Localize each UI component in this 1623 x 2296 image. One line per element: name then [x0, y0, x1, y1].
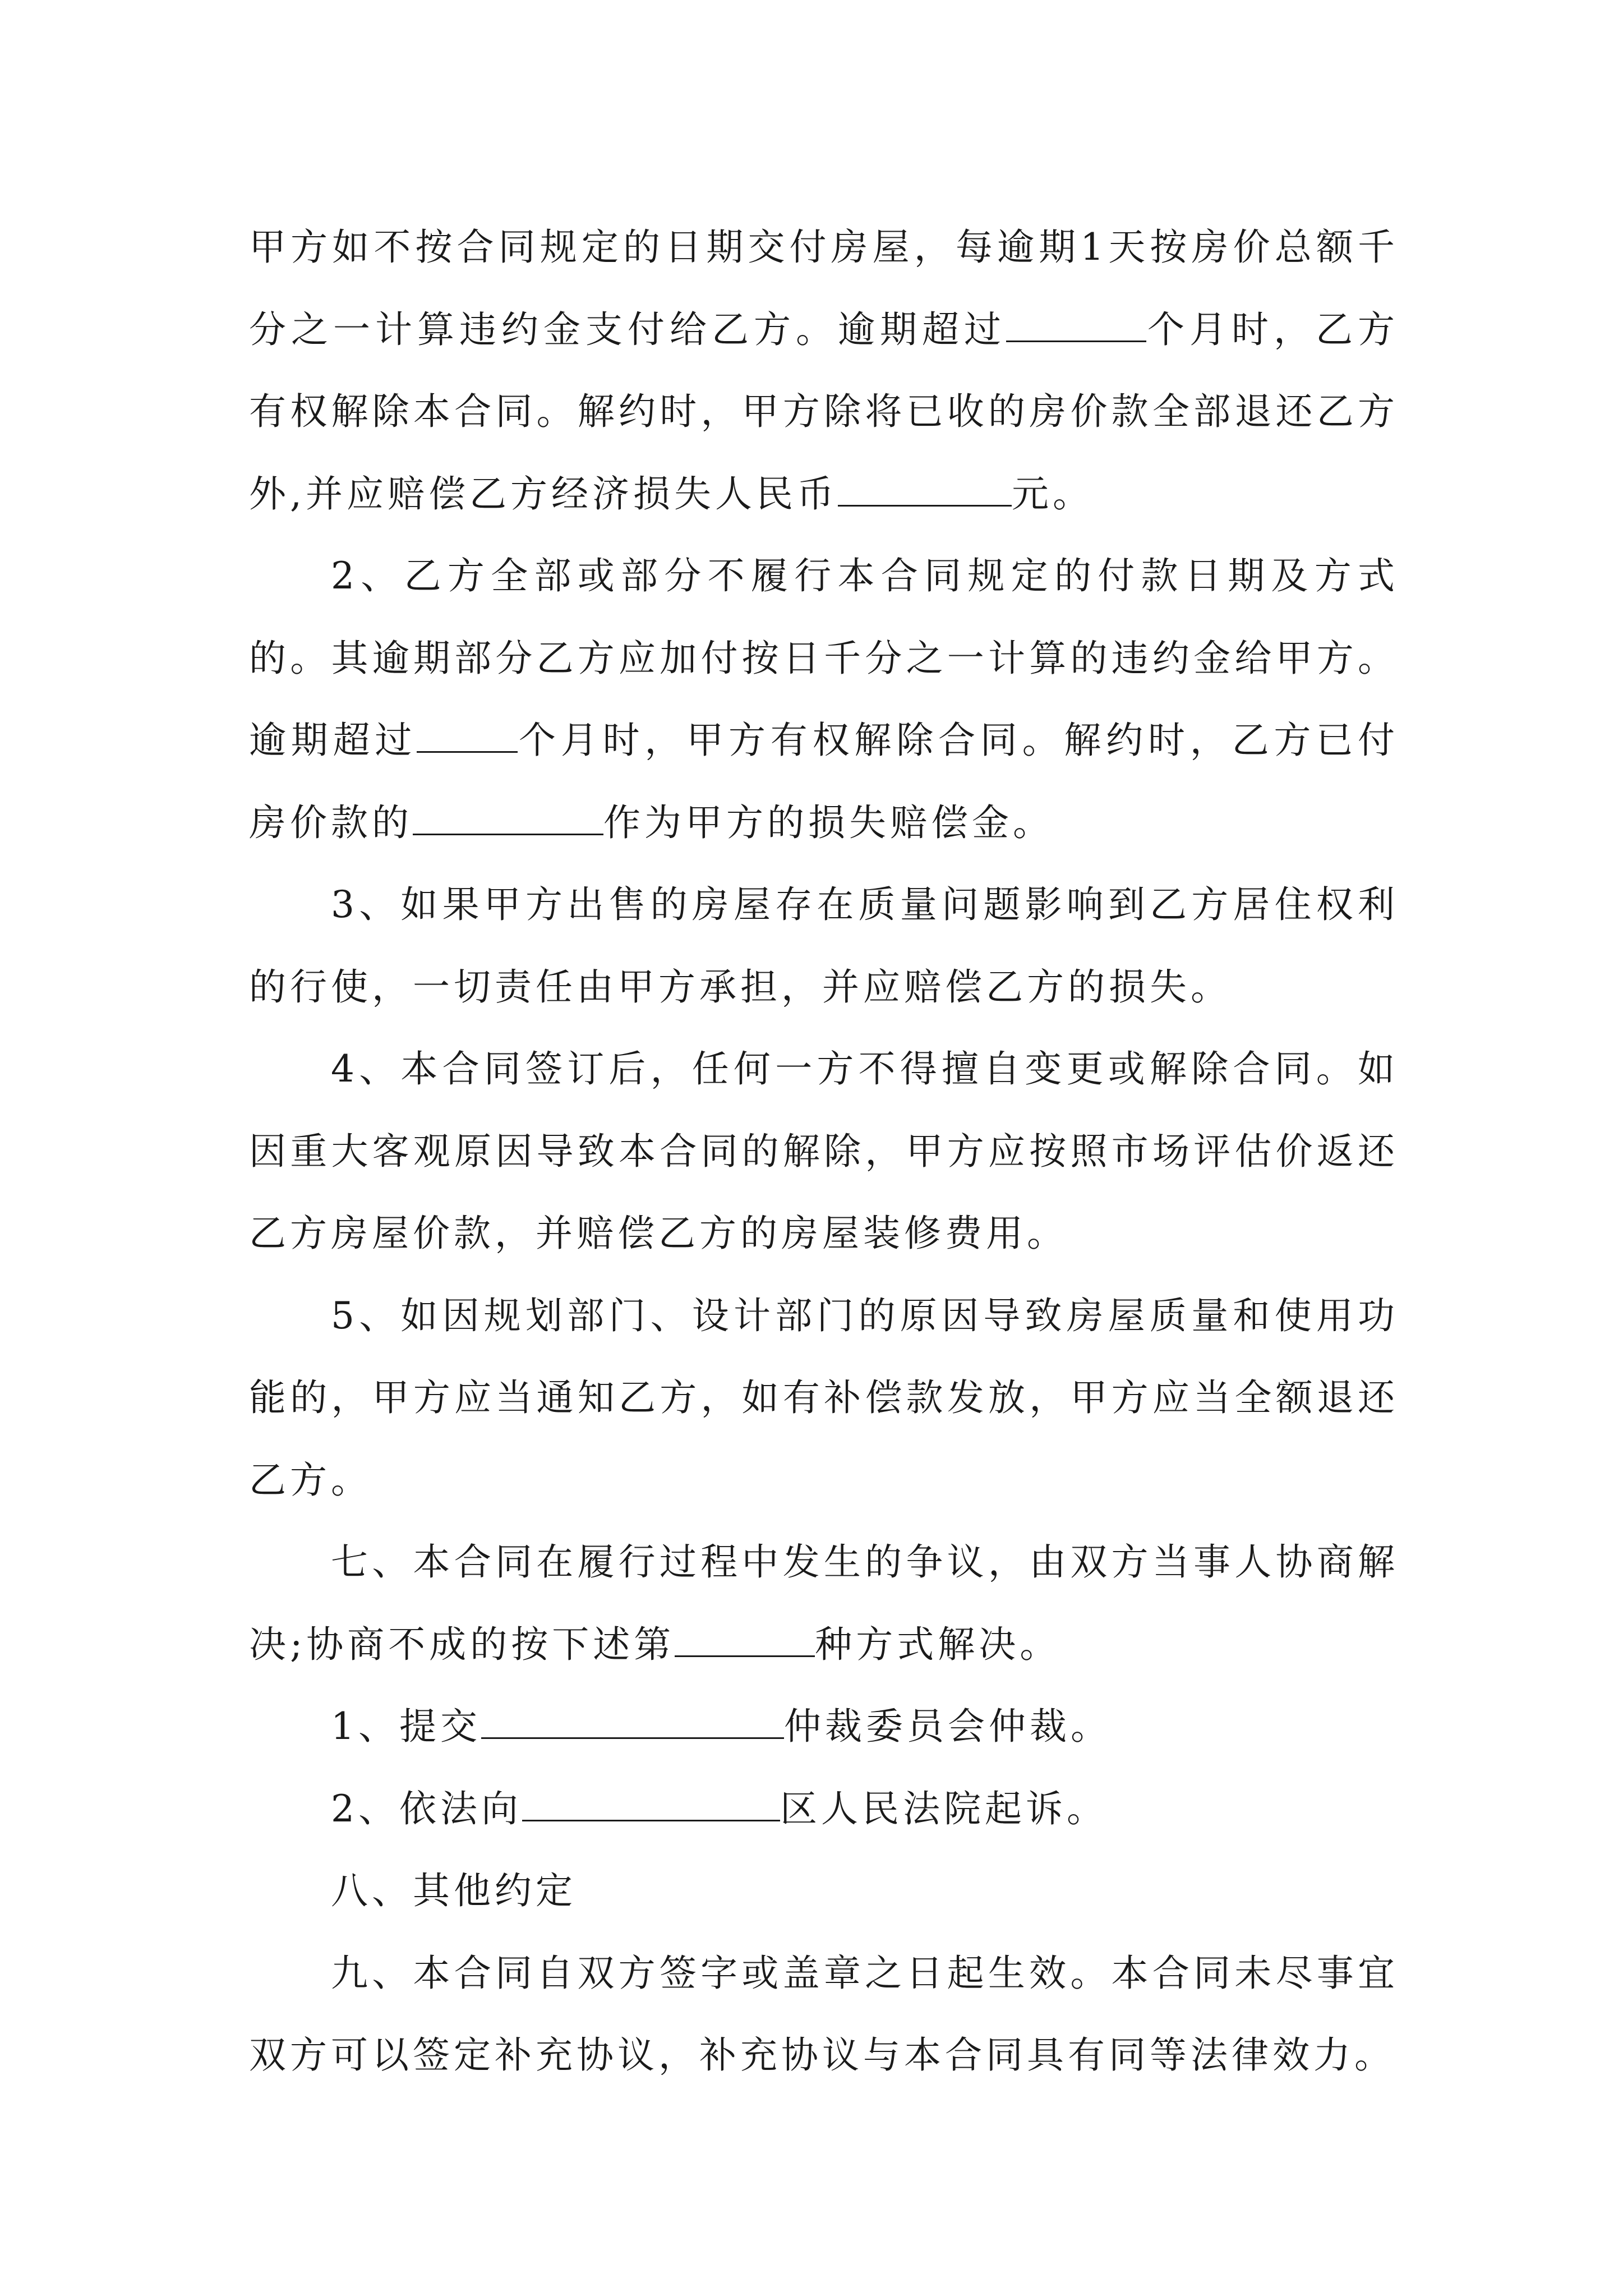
fill-in-blank [417, 723, 518, 753]
paragraph-text: 3、如果甲方出售的房屋存在质量问题影响到乙方居住权利的行使，一切责任由甲方承担，并应赔偿乙方的损失。 [249, 883, 1399, 1009]
paragraph [249, 1850, 1399, 1932]
paragraph [249, 1521, 1399, 1686]
paragraph-text: 八、其他约定 [331, 1869, 577, 1912]
paragraph-text: 个月时，乙方有权解除本合同。解约时，甲方除将已收的房价款全部退还乙方外,并应赔偿乙方经济损失人民币 [249, 307, 1399, 516]
fill-in-blank [413, 804, 603, 835]
fill-in-blank [675, 1626, 815, 1657]
paragraph [249, 864, 1399, 1028]
paragraph [249, 535, 1399, 864]
paragraph-text: 4、本合同签订后，任何一方不得擅自变更或解除合同。如因重大客观原因导致本合同的解除，甲方应按照市场评估价返还乙方房屋价款，并赔偿乙方的房屋装修费用。 [249, 1047, 1399, 1255]
fill-in-blank [481, 1709, 784, 1739]
paragraph-text: 2、依法向 [331, 1787, 522, 1830]
paragraph-text: 甲方如不按合同规定的日期交付房屋，每逾期1天按房价总额千分之一计算违约金支付给乙方。逾期超过 [249, 226, 1399, 351]
paragraph [249, 1932, 1399, 2097]
paragraph-text: 1、提交 [331, 1705, 481, 1748]
paragraph-text: 个月时，甲方有权解除合同。解约时，乙方已付房价款的 [249, 719, 1399, 844]
paragraph [249, 1275, 1399, 1522]
fill-in-blank [1006, 311, 1146, 342]
paragraph [249, 1028, 1399, 1275]
paragraph-text: 5、如因规划部门、设计部门的原因导致房屋质量和使用功能的，甲方应当通知乙方，如有补偿款发放，甲方应当全额退还乙方。 [249, 1294, 1399, 1502]
paragraph [249, 206, 1399, 535]
paragraph [249, 1686, 1399, 1768]
paragraph-text: 种方式解决。 [815, 1622, 1061, 1666]
paragraph-text: 仲裁委员会仲裁。 [784, 1705, 1112, 1748]
paragraph-text: 元。 [1011, 472, 1094, 516]
fill-in-blank [838, 476, 1012, 506]
paragraph [249, 1768, 1399, 1851]
fill-in-blank [522, 1791, 780, 1821]
paragraph-text: 九、本合同自双方签字或盖章之日起生效。本合同未尽事宜双方可以签定补充协议，补充协议与本合同具有同等法律效力。 [249, 1951, 1399, 2077]
paragraph-text: 区人民法院起诉。 [780, 1787, 1108, 1830]
paragraph-text: 作为甲方的损失赔偿金。 [603, 800, 1054, 844]
paragraph-text: 2、乙方全部或部分不履行本合同规定的付款日期及方式的。其逾期部分乙方应加付按日千分之一计算的违约金给甲方。逾期超过 [249, 554, 1399, 762]
document-body [249, 206, 1399, 2097]
paragraph-text: 七、本合同在履行过程中发生的争议，由双方当事人协商解决;协商不成的按下述第 [249, 1540, 1399, 1666]
